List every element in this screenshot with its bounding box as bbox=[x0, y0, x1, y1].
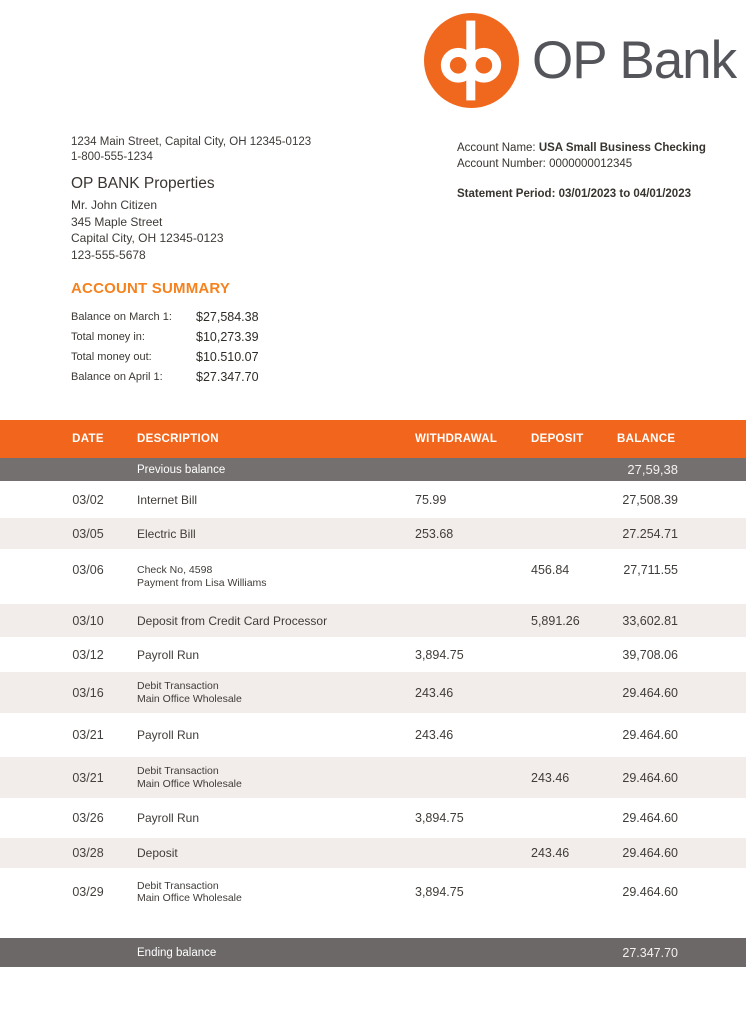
customer-name: Mr. John Citizen bbox=[71, 198, 158, 212]
customer-block bbox=[71, 174, 224, 263]
transaction-deposit: 5,891.26 bbox=[531, 613, 580, 628]
header-deposit: DEPOSIT bbox=[531, 433, 584, 445]
transaction-deposit: 243.46 bbox=[531, 846, 570, 860]
customer-phone: 123-555-5678 bbox=[71, 247, 146, 262]
account-number-value: 0000000012345 bbox=[549, 158, 633, 170]
transaction-balance: 27.254.71 bbox=[622, 526, 678, 541]
previous-balance-row bbox=[0, 458, 746, 481]
customer-company: OP BANK Properties bbox=[71, 175, 215, 192]
transaction-description-line1: Debit Transaction bbox=[137, 680, 219, 692]
account-number-line bbox=[457, 156, 706, 172]
transaction-row bbox=[0, 713, 746, 757]
summary-row-label: Balance on March 1: bbox=[71, 311, 172, 323]
transaction-row bbox=[0, 604, 746, 637]
summary-row-value: $27.347.70 bbox=[196, 370, 259, 384]
transaction-date: 03/06 bbox=[72, 562, 104, 577]
transaction-row bbox=[0, 838, 746, 868]
summary-row-label: Total money in: bbox=[71, 331, 145, 343]
transaction-withdrawal: 3,894.75 bbox=[415, 811, 464, 825]
summary-row bbox=[71, 347, 259, 367]
transaction-description-line2: Main Office Wholesale bbox=[137, 892, 242, 904]
transaction-description bbox=[137, 846, 415, 860]
transaction-description-line1: Deposit from Credit Card Processor bbox=[137, 613, 328, 628]
transaction-row bbox=[0, 481, 746, 518]
transaction-description bbox=[137, 680, 415, 705]
brand-header bbox=[424, 13, 736, 108]
summary-row-label: Total money out: bbox=[71, 351, 152, 363]
transaction-description-line1: Payroll Run bbox=[137, 811, 200, 825]
transaction-balance: 29.464.60 bbox=[622, 770, 678, 785]
transaction-description bbox=[137, 728, 415, 742]
transaction-date: 03/10 bbox=[72, 613, 104, 628]
transaction-balance: 29.464.60 bbox=[622, 728, 678, 742]
transaction-rows bbox=[0, 481, 746, 916]
ending-balance-value: 27.347.70 bbox=[622, 945, 678, 960]
transaction-withdrawal: 253.68 bbox=[415, 526, 454, 541]
account-name-line bbox=[457, 140, 706, 156]
transaction-description bbox=[137, 493, 415, 507]
account-summary bbox=[71, 281, 259, 387]
transactions-table bbox=[0, 420, 746, 967]
transaction-balance: 29.464.60 bbox=[622, 685, 678, 700]
summary-row-value: $27,584.38 bbox=[196, 310, 259, 324]
transaction-row bbox=[0, 637, 746, 672]
transaction-description-line1: Payroll Run bbox=[137, 647, 200, 662]
transaction-description-line2: Main Office Wholesale bbox=[137, 777, 242, 790]
transaction-withdrawal: 75.99 bbox=[415, 492, 447, 507]
transaction-date: 03/29 bbox=[72, 885, 104, 899]
transaction-date: 03/21 bbox=[72, 728, 104, 742]
transaction-date: 03/12 bbox=[72, 647, 104, 662]
transaction-description-line1: Debit Transaction bbox=[137, 879, 219, 892]
transaction-description bbox=[137, 527, 415, 541]
transaction-deposit: 243.46 bbox=[531, 770, 570, 785]
brand-wordmark: OP Bank bbox=[532, 31, 737, 90]
header-balance: BALANCE bbox=[617, 433, 676, 445]
summary-row bbox=[71, 367, 259, 387]
transaction-row bbox=[0, 549, 746, 604]
summary-row-value: $10.510.07 bbox=[196, 350, 259, 364]
transaction-balance: 27,508.39 bbox=[622, 492, 678, 507]
transaction-date: 03/28 bbox=[72, 846, 104, 860]
transaction-description bbox=[137, 880, 415, 905]
summary-row bbox=[71, 307, 259, 327]
transaction-description-line2: Payment from Lisa Williams bbox=[137, 576, 267, 589]
transaction-description-line1: Deposit bbox=[137, 846, 178, 860]
account-info-block bbox=[457, 140, 706, 202]
transaction-date: 03/16 bbox=[72, 685, 104, 700]
summary-row-label: Balance on April 1: bbox=[71, 371, 163, 383]
transaction-description-line1: Debit Transaction bbox=[137, 765, 219, 777]
transaction-description-line1: Check No, 4598 bbox=[137, 564, 213, 576]
statement-period-line bbox=[457, 186, 706, 202]
bank-contact-block bbox=[71, 135, 311, 165]
transaction-balance: 39,708.06 bbox=[622, 647, 678, 662]
customer-city: Capital City, OH 12345-0123 bbox=[71, 231, 224, 245]
ending-balance-label: Ending balance bbox=[137, 946, 217, 959]
transaction-description-line1: Internet Bill bbox=[137, 492, 198, 507]
transaction-balance: 33,602.81 bbox=[622, 613, 678, 628]
transaction-date: 03/21 bbox=[72, 770, 104, 785]
transaction-date: 03/26 bbox=[72, 811, 104, 825]
transaction-description-line2: Main Office Wholesale bbox=[137, 692, 242, 705]
previous-balance-value: 27,59,38 bbox=[627, 462, 678, 477]
transaction-description bbox=[137, 648, 415, 662]
table-header-row bbox=[0, 420, 746, 458]
transaction-description-line1: Electric Bill bbox=[137, 526, 196, 541]
account-summary-rows bbox=[71, 307, 259, 387]
transaction-withdrawal: 243.46 bbox=[415, 728, 454, 742]
transaction-withdrawal: 3,894.75 bbox=[415, 885, 464, 899]
transaction-row bbox=[0, 868, 746, 916]
transaction-date: 03/02 bbox=[72, 492, 104, 507]
transaction-description-line1: Payroll Run bbox=[137, 728, 200, 742]
table-bottom-spacer bbox=[0, 916, 746, 938]
transaction-description bbox=[137, 564, 415, 589]
transaction-balance: 29.464.60 bbox=[622, 885, 678, 899]
bank-phone: 1-800-555-1234 bbox=[71, 151, 153, 163]
transaction-row bbox=[0, 672, 746, 713]
transaction-row bbox=[0, 757, 746, 798]
transaction-description bbox=[137, 765, 415, 790]
account-name-label: Account Name: bbox=[457, 142, 536, 154]
ending-balance-row bbox=[0, 938, 746, 967]
account-name-value: USA Small Business Checking bbox=[538, 142, 706, 154]
bank-address: 1234 Main Street, Capital City, OH 12345-0123 bbox=[71, 136, 312, 148]
header-withdrawal: WITHDRAWAL bbox=[415, 433, 498, 445]
header-description: DESCRIPTION bbox=[137, 433, 219, 445]
transaction-balance: 29.464.60 bbox=[622, 811, 678, 825]
transaction-row bbox=[0, 518, 746, 549]
statement-period-value: 03/01/2023 to 04/01/2023 bbox=[558, 188, 691, 200]
header-date: DATE bbox=[72, 433, 104, 445]
transaction-deposit: 456.84 bbox=[531, 562, 570, 577]
previous-balance-label: Previous balance bbox=[137, 463, 226, 476]
transaction-date: 03/05 bbox=[72, 526, 104, 541]
customer-street: 345 Maple Street bbox=[71, 214, 163, 229]
account-summary-title: ACCOUNT SUMMARY bbox=[71, 280, 231, 297]
transaction-balance: 29.464.60 bbox=[622, 846, 678, 860]
summary-row-value: $10,273.39 bbox=[196, 330, 259, 344]
transaction-row bbox=[0, 798, 746, 838]
transaction-withdrawal: 3,894.75 bbox=[415, 647, 464, 662]
transaction-description bbox=[137, 811, 415, 825]
summary-row bbox=[71, 327, 259, 347]
transaction-balance: 27,711.55 bbox=[623, 562, 678, 577]
account-number-label: Account Number: bbox=[457, 158, 546, 170]
op-bank-logo-icon bbox=[424, 13, 519, 108]
transaction-description bbox=[137, 614, 415, 628]
transaction-withdrawal: 243.46 bbox=[415, 685, 454, 700]
statement-period-label: Statement Period: bbox=[457, 188, 556, 200]
